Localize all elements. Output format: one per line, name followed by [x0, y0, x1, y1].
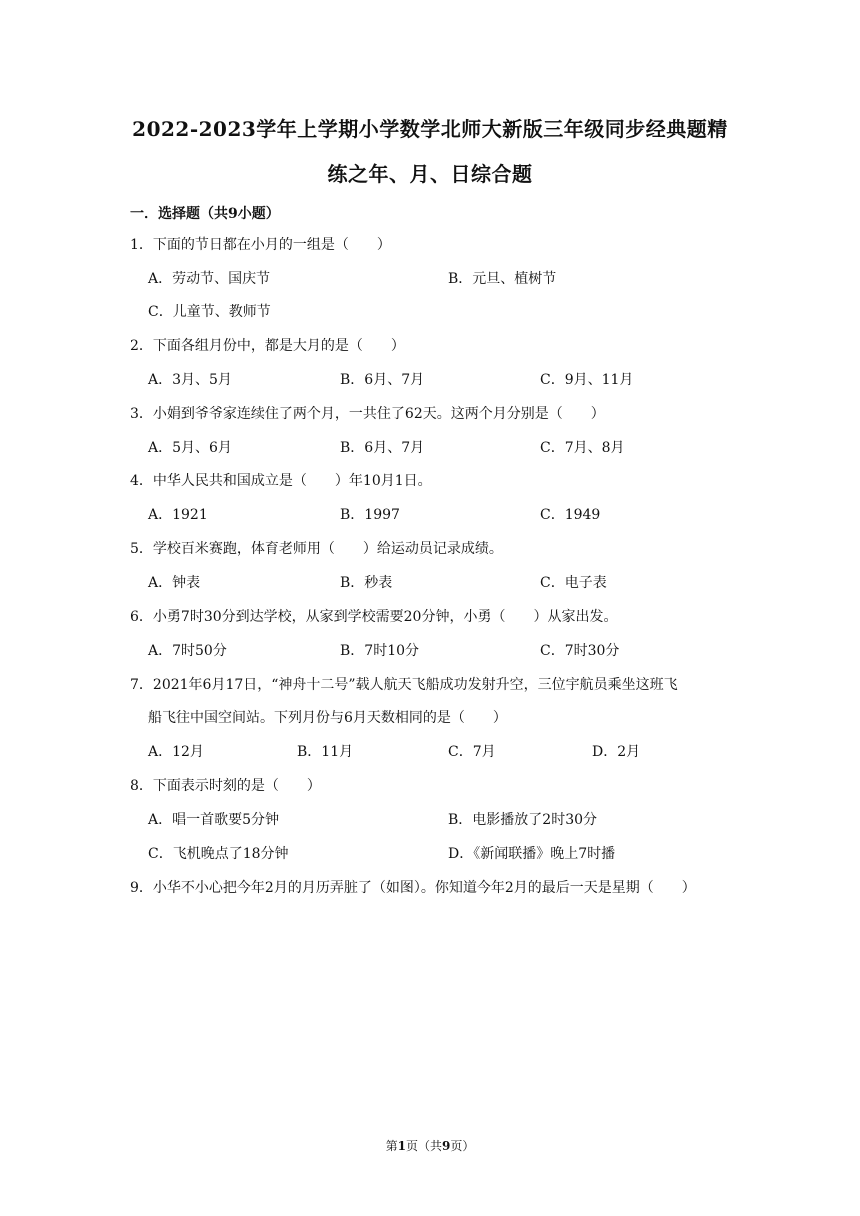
question-5-option-c: C．电子表 — [540, 575, 607, 591]
question-7-option-b: B．11月 — [297, 744, 354, 760]
question-1-option-a: A．劳动节、国庆节 — [148, 271, 271, 287]
footer-suffix: 页） — [450, 1139, 475, 1153]
footer-total-pages: 9 — [442, 1139, 451, 1153]
question-1-option-c: C．儿童节、教师节 — [148, 304, 271, 320]
footer-page-number: 1 — [397, 1139, 406, 1153]
footer-prefix: 第 — [385, 1139, 398, 1153]
question-7-option-d: D．2月 — [592, 744, 641, 760]
question-6-option-a: A．7时50分 — [148, 643, 227, 659]
question-8-option-b: B．电影播放了2时30分 — [448, 812, 598, 828]
question-7-stem-continued: 船飞往中国空间站。下列月份与6月天数相同的是（ ） — [148, 710, 507, 726]
question-5-stem: 5．学校百米赛跑，体育老师用（ ）给运动员记录成绩。 — [130, 541, 503, 557]
question-8-option-c: C．飞机晚点了18分钟 — [148, 846, 289, 862]
question-4-option-a: A．1921 — [148, 507, 208, 523]
footer-middle: 页（共 — [405, 1139, 442, 1153]
page-title-line1: 2022-2023学年上学期小学数学北师大新版三年级同步经典题精 — [132, 117, 728, 141]
question-7-option-c: C．7月 — [448, 744, 496, 760]
question-4-option-c: C．1949 — [540, 507, 601, 523]
question-2-stem: 2．下面各组月份中，都是大月的是（ ） — [130, 338, 405, 354]
question-2-option-b: B．6月、7月 — [340, 372, 425, 388]
question-5-option-b: B．秒表 — [340, 575, 393, 591]
question-6-option-c: C．7时30分 — [540, 643, 620, 659]
question-5-option-a: A．钟表 — [148, 575, 201, 591]
question-3-option-c: C．7月、8月 — [540, 440, 625, 456]
question-9-stem: 9．小华不小心把今年2月的月历弄脏了（如图）。你知道今年2月的最后一天是星期（ ） — [130, 880, 696, 896]
question-6-stem: 6．小勇7时30分到达学校，从家到学校需要20分钟，小勇（ ）从家出发。 — [130, 609, 618, 625]
question-3-option-b: B．6月、7月 — [340, 440, 425, 456]
question-2-option-c: C．9月、11月 — [540, 372, 634, 388]
question-8-option-a: A．唱一首歌要5分钟 — [148, 812, 280, 828]
question-3-option-a: A．5月、6月 — [148, 440, 232, 456]
page-footer — [0, 1137, 860, 1154]
question-4-stem: 4．中华人民共和国成立是（ ）年10月1日。 — [130, 473, 432, 489]
question-7-stem: 7．2021年6月17日，“神舟十二号”载人航天飞船成功发射升空，三位宇航员乘坐这班飞 — [130, 677, 678, 693]
question-1-option-b: B．元旦、植树节 — [448, 271, 557, 287]
section-heading: 一．选择题（共9小题） — [130, 206, 280, 222]
question-8-option-d: D．《新闻联播》晚上7时播 — [448, 846, 616, 862]
question-8-stem: 8．下面表示时刻的是（ ） — [130, 778, 321, 794]
question-4-option-b: B．1997 — [340, 507, 400, 523]
question-2-option-a: A．3月、5月 — [148, 372, 232, 388]
question-6-option-b: B．7时10分 — [340, 643, 420, 659]
question-1-stem: 1．下面的节日都在小月的一组是（ ） — [130, 237, 391, 253]
question-7-option-a: A．12月 — [148, 744, 204, 760]
page-title-line2: 练之年、月、日综合题 — [327, 162, 533, 186]
question-3-stem: 3．小娟到爷爷家连续住了两个月，一共住了62天。这两个月分别是（ ） — [130, 406, 605, 422]
